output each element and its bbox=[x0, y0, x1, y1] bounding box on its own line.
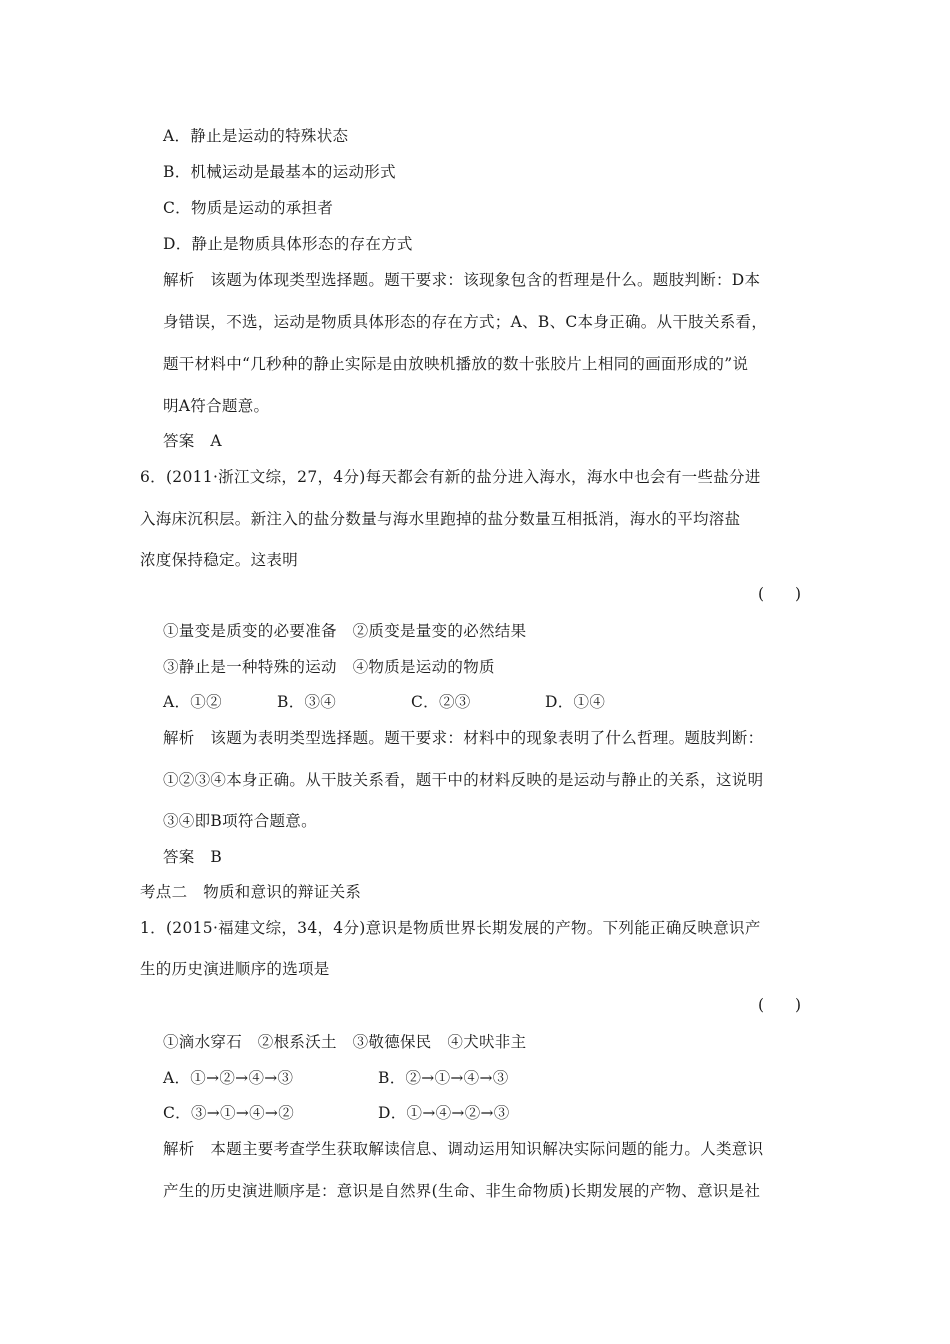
q6-analysis-line: ③④即B项符合题意。 bbox=[163, 812, 317, 830]
q1-choice-c: C．③→①→④→② bbox=[163, 1104, 295, 1122]
q5-analysis-line: 明A符合题意。 bbox=[163, 397, 270, 415]
q1-choices-row bbox=[163, 1068, 509, 1088]
q5-analysis-line: 题干材料中“几秒种的静止实际是由放映机播放的数十张胶片上相同的画面形成的”说 bbox=[163, 355, 749, 373]
q6-choice-a: A．①② bbox=[163, 693, 222, 711]
q1-choice-a: A．①→②→④→③ bbox=[163, 1069, 294, 1087]
q6-item-line: ③静止是一种特殊的运动 ④物质是运动的物质 bbox=[163, 658, 495, 676]
q6-analysis-line: 解析 该题为表明类型选择题。题干要求：材料中的现象表明了什么哲理。题肢判断： bbox=[163, 729, 764, 747]
q5-option-a: A．静止是运动的特殊状态 bbox=[163, 127, 349, 145]
q1-stem-line: 生的历史演进顺序的选项是 bbox=[140, 960, 330, 978]
q6-analysis-line: ①②③④本身正确。从干肢关系看，题干中的材料反映的是运动与静止的关系，这说明 bbox=[163, 771, 764, 789]
q6-choices bbox=[163, 692, 605, 712]
q6-choice-d: D．①④ bbox=[545, 693, 606, 711]
q6-answer: 答案 B bbox=[163, 848, 223, 866]
section-title: 考点二 物质和意识的辩证关系 bbox=[140, 883, 362, 901]
q6-stem-line: 6．(2011·浙江文综，27，4分)每天都会有新的盐分进入海水，海水中也会有一些盐分进 bbox=[140, 468, 761, 486]
q1-analysis-line: 产生的历史演进顺序是：意识是自然界(生命、非生命物质)长期发展的产物、意识是社 bbox=[163, 1182, 761, 1200]
q6-choice-c: C．②③ bbox=[411, 693, 471, 711]
q1-choice-d: D．①→④→②→③ bbox=[378, 1104, 510, 1122]
q1-choices-row bbox=[163, 1103, 510, 1123]
q6-stem-line: 浓度保持稳定。这表明 bbox=[140, 551, 299, 569]
q5-option-c: C．物质是运动的承担者 bbox=[163, 199, 334, 217]
q1-analysis-line: 解析 本题主要考查学生获取解读信息、调动运用知识解决实际问题的能力。人类意识 bbox=[163, 1140, 764, 1158]
q1-answer-blank: ( ) bbox=[758, 996, 802, 1014]
q5-answer: 答案 A bbox=[163, 432, 222, 450]
q5-analysis-line: 身错误，不选，运动是物质具体形态的存在方式；A、B、C本身正确。从干肢关系看， bbox=[163, 313, 768, 331]
q1-choice-b: B．②→①→④→③ bbox=[378, 1069, 509, 1087]
q1-stem-line: 1．(2015·福建文综，34，4分)意识是物质世界长期发展的产物。下列能正确反映意识产 bbox=[140, 919, 761, 937]
q6-stem-line: 入海床沉积层。新注入的盐分数量与海水里跑掉的盐分数量互相抵消，海水的平均溶盐 bbox=[140, 510, 741, 528]
q1-items: ①滴水穿石 ②根系沃土 ③敬德保民 ④犬吠非主 bbox=[163, 1033, 527, 1051]
q6-item-line: ①量变是质变的必要准备 ②质变是量变的必然结果 bbox=[163, 622, 527, 640]
q5-option-d: D．静止是物质具体形态的存在方式 bbox=[163, 235, 413, 253]
q6-choice-b: B．③④ bbox=[277, 693, 337, 711]
q5-analysis-line: 解析 该题为体现类型选择题。题干要求：该现象包含的哲理是什么。题肢判断：D本 bbox=[163, 271, 761, 289]
q5-option-b: B．机械运动是最基本的运动形式 bbox=[163, 163, 396, 181]
q6-answer-blank: ( ) bbox=[758, 585, 802, 603]
